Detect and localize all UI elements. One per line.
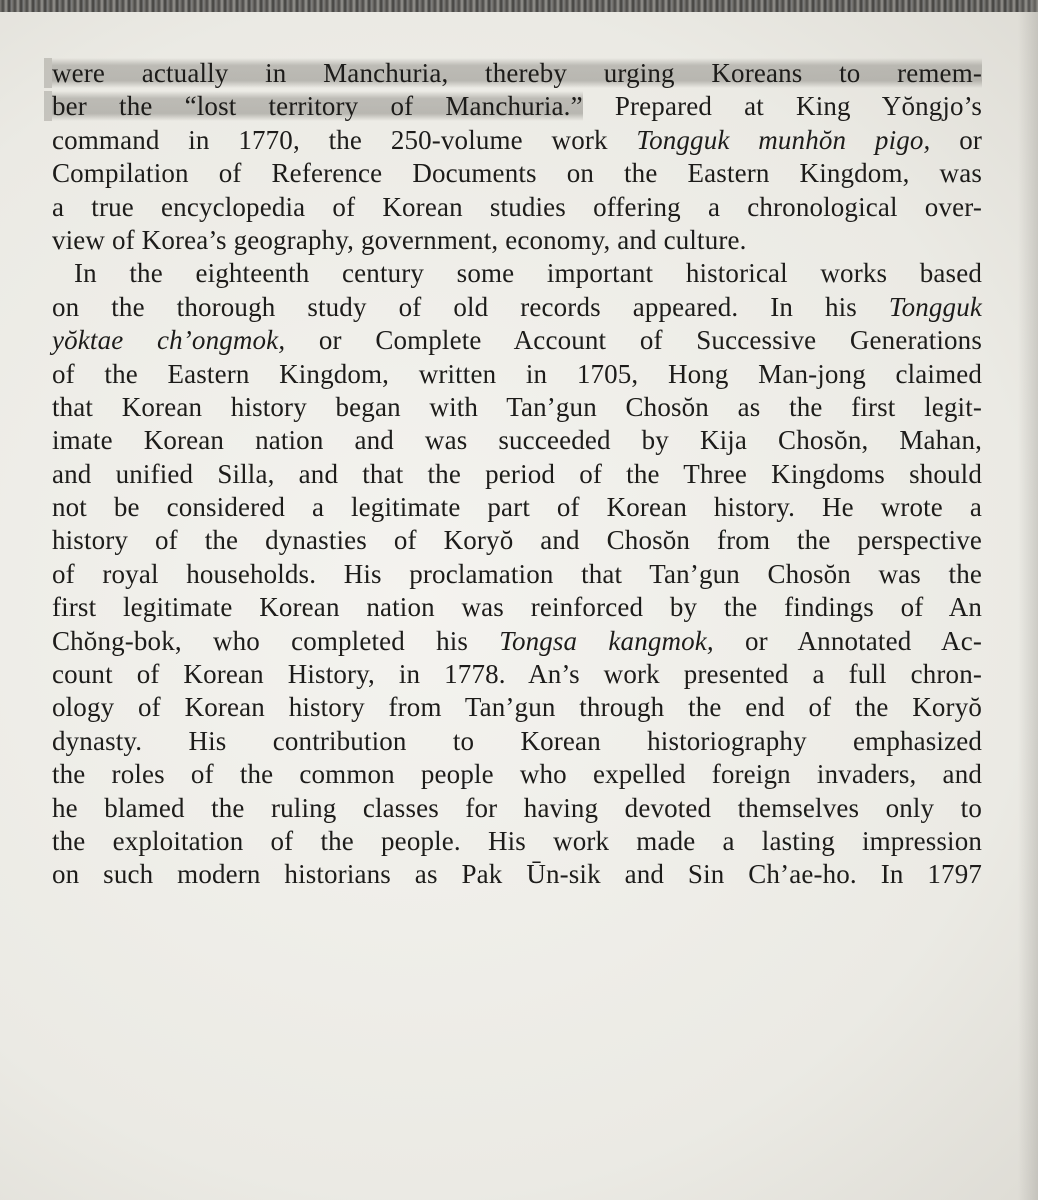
text-line: [52, 257, 982, 290]
text-line: [52, 524, 982, 557]
text-run: he blamed the ruling classes for having devoted themselves only to: [52, 792, 982, 823]
text-line: [52, 491, 982, 524]
text-line: [52, 792, 982, 825]
italic-title: Tongguk: [888, 291, 982, 322]
text-run: or Complete Account of Successive Generations: [285, 325, 982, 356]
text-run: dynasty. His contribution to Korean historiography emphasized: [52, 725, 982, 756]
text-line: [52, 324, 982, 357]
page-text: [52, 57, 982, 892]
text-line: [52, 157, 982, 190]
text-run: on such modern historians as Pak Ūn-sik and Sin Ch’ae-ho. In 1797: [52, 859, 982, 890]
text-run: of the Eastern Kingdom, written in 1705, Hong Man-jong claimed: [52, 358, 982, 389]
text-line: [52, 825, 982, 858]
text-line: [52, 758, 982, 791]
text-run: on the thorough study of old records appeared. In his: [52, 291, 889, 322]
italic-title: Tongsa kangmok,: [499, 625, 714, 656]
italic-title: Tongguk munhŏn pigo,: [636, 124, 931, 155]
text-run: imate Korean nation and was succeeded by Kija Chosŏn, Mahan,: [52, 425, 982, 456]
text-run: the exploitation of the people. His work made a lasting impression: [52, 825, 982, 856]
highlighted-text: ber the “lost territory of Manchuria.”: [52, 91, 583, 122]
text-line: [52, 625, 982, 658]
text-run: of royal households. His proclamation that Tan’gun Chosŏn was the: [52, 558, 982, 589]
text-run: Prepared at King Yŏngjo’s: [582, 91, 982, 122]
highlighted-text: were actually in Manchuria, thereby urging Koreans to remem-: [52, 58, 982, 88]
text-line: [52, 858, 982, 891]
text-run: view of Korea’s geography, government, economy, and culture.: [52, 224, 747, 255]
text-line: [52, 90, 982, 123]
text-run: the roles of the common people who expelled foreign invaders, and: [52, 759, 982, 790]
text-line: [52, 224, 982, 257]
text-line: [52, 391, 982, 424]
text-run: count of Korean History, in 1778. An’s work presented a full chron-: [52, 659, 982, 690]
text-line: [52, 658, 982, 691]
text-run: or Annotated Ac-: [713, 625, 982, 656]
text-run: that Korean history began with Tan’gun Chosŏn as the first legit-: [52, 391, 982, 422]
text-run: In the eighteenth century some important historical works based: [74, 258, 982, 289]
text-line: [52, 57, 982, 90]
text-run: history of the dynasties of Koryŏ and Chosŏn from the perspective: [52, 525, 982, 556]
text-run: Chŏng-bok, who completed his: [52, 625, 500, 656]
text-line: [52, 124, 982, 157]
text-run: command in 1770, the 250-volume work: [52, 124, 637, 155]
text-run: and unified Silla, and that the period of the Three Kingdoms should: [52, 458, 982, 489]
text-line: [52, 358, 982, 391]
text-line: [52, 291, 982, 324]
text-run: or: [930, 124, 982, 155]
text-line: [52, 558, 982, 591]
text-line: [52, 424, 982, 457]
text-line: [52, 725, 982, 758]
italic-title: yŏktae ch’ongmok,: [52, 325, 286, 356]
text-line: [52, 191, 982, 224]
text-line: [52, 591, 982, 624]
text-run: ology of Korean history from Tan’gun through the end of the Koryŏ: [52, 692, 982, 723]
text-run: first legitimate Korean nation was reinforced by the findings of An: [52, 592, 982, 623]
text-line: [52, 691, 982, 724]
text-run: not be considered a legitimate part of Korean history. He wrote a: [52, 492, 982, 523]
text-run: Compilation of Reference Documents on the Eastern Kingdom, was: [52, 158, 982, 189]
text-line: [52, 458, 982, 491]
text-run: a true encyclopedia of Korean studies offering a chronological over-: [52, 191, 982, 222]
